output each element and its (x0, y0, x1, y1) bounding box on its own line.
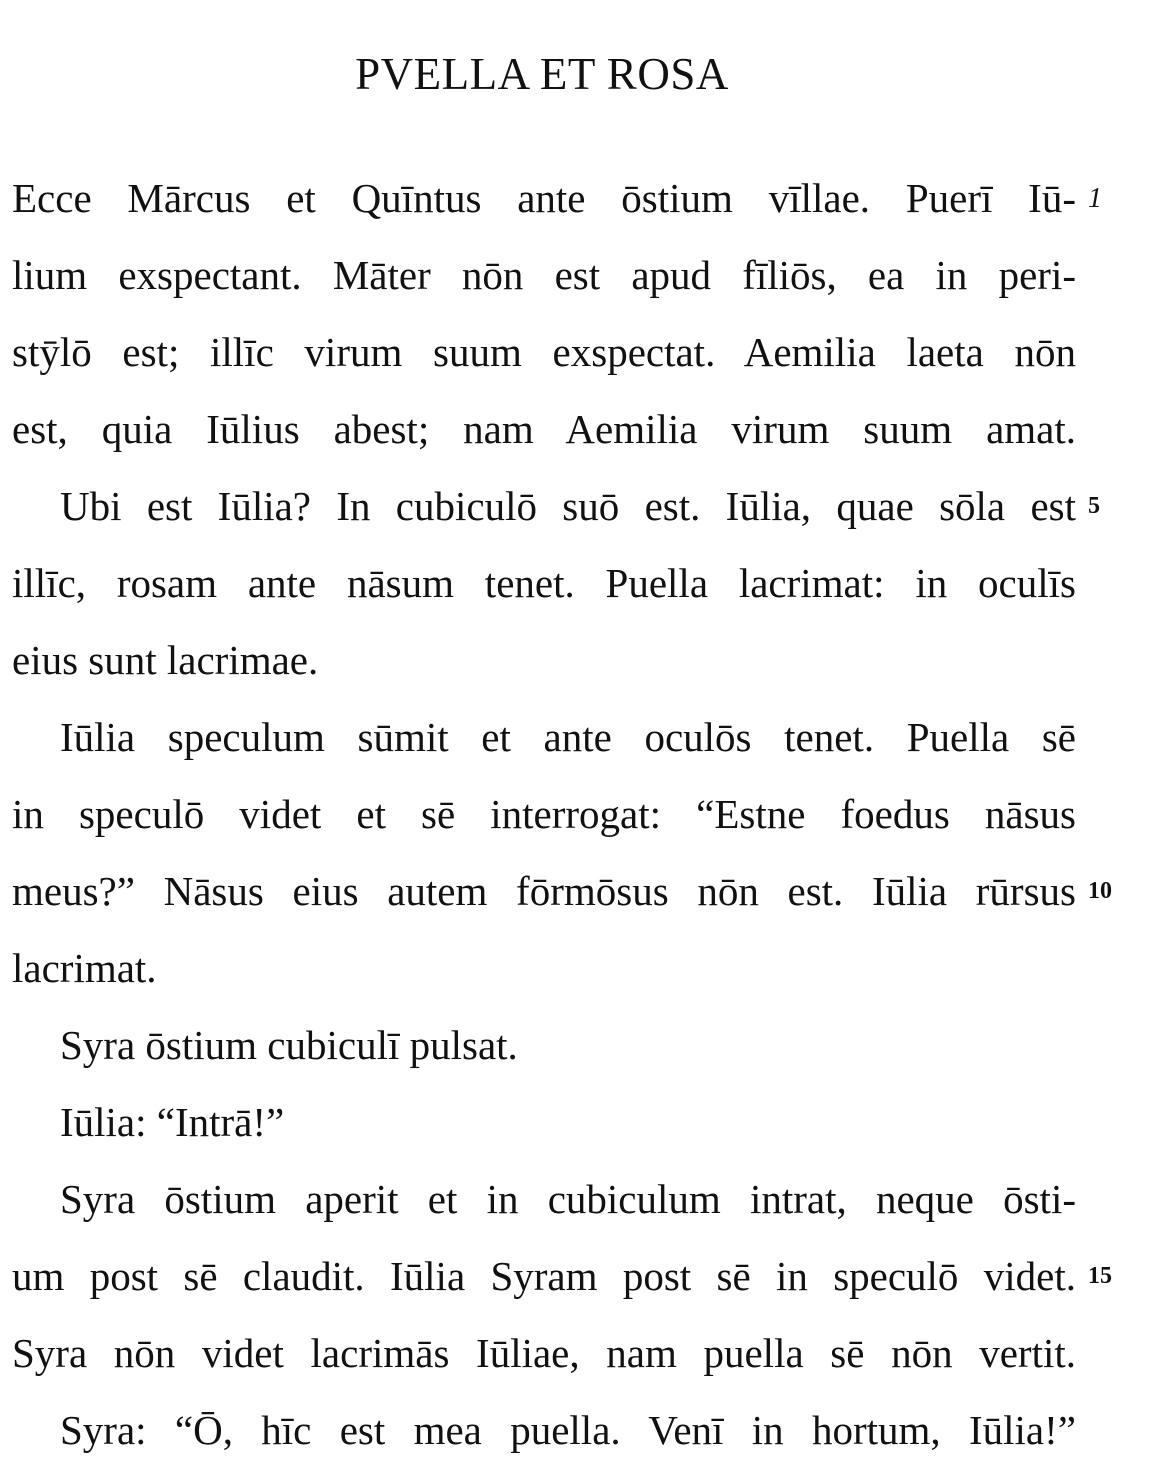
text-line (12, 622, 1076, 699)
text-line (12, 1238, 1112, 1315)
text-line (12, 237, 1076, 314)
text-line (12, 1315, 1076, 1392)
text-line (12, 314, 1076, 391)
text-line (12, 930, 1076, 1007)
passage-text (12, 160, 1112, 1469)
line-text: illīc, rosam ante nāsum tenet. Puella lacrimat: in oculīs (12, 560, 1076, 606)
line-number: 5 (1088, 493, 1100, 519)
text-line (12, 776, 1076, 853)
line-text: Ecce Mārcus et Quīntus ante ōstium vīllae. Puerī Iū- (12, 175, 1076, 221)
line-number: 15 (1088, 1263, 1112, 1289)
line-number: 1 (1088, 183, 1102, 214)
chapter-title: PVELLA ET ROSA (355, 49, 729, 99)
text-line (12, 391, 1076, 468)
line-text: Syra nōn videt lacrimās Iūliae, nam puella sē nōn vertit. (12, 1330, 1076, 1376)
line-text: Iūlia: “Intrā!” (60, 1099, 285, 1145)
line-text: Syra ōstium cubiculī pulsat. (60, 1022, 518, 1068)
line-text: lium exspectant. Māter nōn est apud fīliōs, ea in peri- (12, 252, 1076, 298)
text-line (12, 853, 1112, 930)
text-line (12, 1007, 1076, 1084)
line-text: Ubi est Iūlia? In cubiculō suō est. Iūlia, quae sōla est (60, 483, 1076, 529)
text-line (12, 468, 1100, 545)
text-line (12, 1392, 1076, 1469)
text-line (12, 545, 1076, 622)
line-text: est, quia Iūlius abest; nam Aemilia virum suum amat. (12, 406, 1076, 452)
text-line (12, 1084, 1076, 1161)
line-text: lacrimat. (12, 945, 157, 991)
text-line (12, 699, 1076, 776)
line-text: Syra: “Ō, hīc est mea puella. Venī in hortum, Iūlia!” (60, 1407, 1076, 1453)
line-text: Iūlia speculum sūmit et ante oculōs tenet. Puella sē (60, 714, 1076, 760)
line-text: um post sē claudit. Iūlia Syram post sē in speculō videt. (12, 1253, 1076, 1299)
text-line (12, 160, 1102, 237)
line-text: Syra ōstium aperit et in cubiculum intrat, neque ōsti- (60, 1176, 1076, 1222)
line-text: eius sunt lacrimae. (12, 637, 319, 683)
text-line (12, 1161, 1076, 1238)
line-text: in speculō videt et sē interrogat: “Estne foedus nāsus (12, 791, 1076, 837)
line-text: stȳlō est; illīc virum suum exspectat. Aemilia laeta nōn (12, 329, 1076, 375)
line-number: 10 (1088, 878, 1112, 904)
line-text: meus?” Nāsus eius autem fōrmōsus nōn est. Iūlia rūrsus (12, 868, 1076, 914)
